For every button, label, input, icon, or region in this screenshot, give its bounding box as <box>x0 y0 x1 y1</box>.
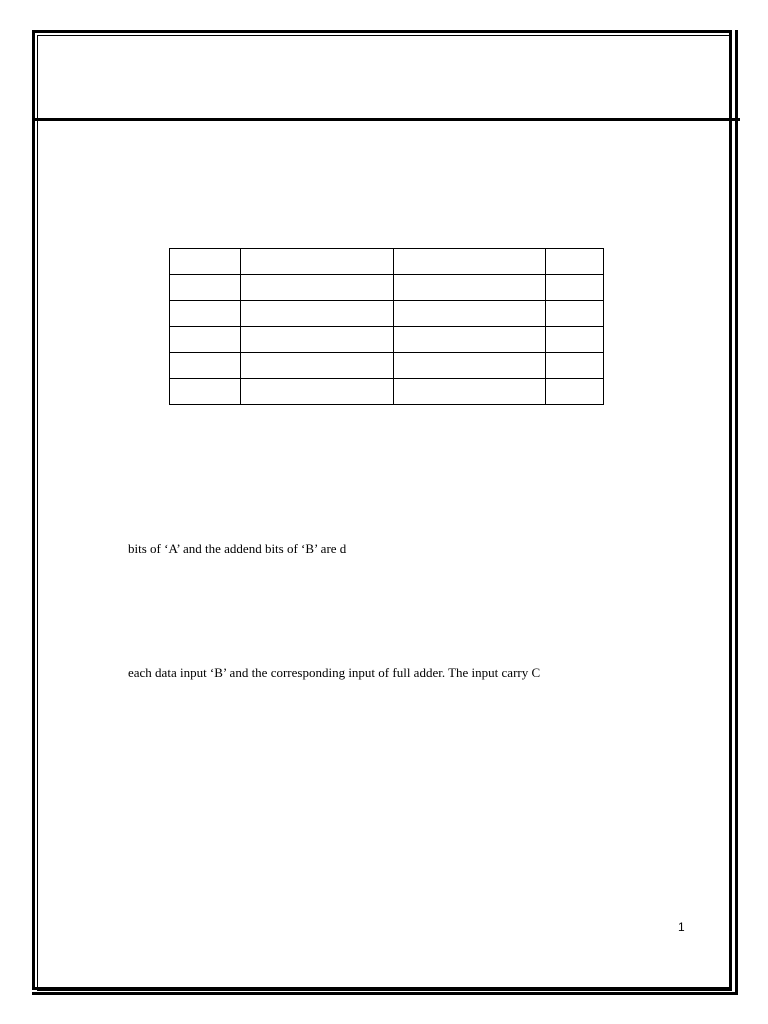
table-cell <box>241 249 394 275</box>
page-border-bottom <box>32 992 738 995</box>
table-row <box>170 353 604 379</box>
table-row <box>170 275 604 301</box>
table-cell <box>241 301 394 327</box>
table-cell <box>394 249 546 275</box>
table-cell <box>170 275 241 301</box>
table-cell <box>394 301 546 327</box>
table-cell <box>170 301 241 327</box>
table-cell <box>546 379 604 405</box>
page-border-inner <box>37 35 732 991</box>
table-cell <box>546 353 604 379</box>
table-cell <box>241 275 394 301</box>
table-cell <box>394 353 546 379</box>
table-row <box>170 379 604 405</box>
page-number: 1 <box>678 920 685 934</box>
table-row <box>170 249 604 275</box>
page-border-right <box>735 30 738 995</box>
table-cell <box>241 353 394 379</box>
table-row <box>170 327 604 353</box>
table-cell <box>546 249 604 275</box>
table-cell <box>394 275 546 301</box>
body-text-line-1: bits of ‘A’ and the addend bits of ‘B’ are d <box>128 541 347 556</box>
table-cell <box>170 249 241 275</box>
table-cell <box>394 327 546 353</box>
header-divider <box>32 118 740 121</box>
table-cell <box>241 327 394 353</box>
table-cell <box>170 379 241 405</box>
table-cell <box>170 327 241 353</box>
table-row <box>170 301 604 327</box>
table-cell <box>170 353 241 379</box>
empty-table <box>169 248 604 405</box>
body-text-line-2: each data input ‘B’ and the corresponding input of full adder. The input carry C <box>128 665 541 680</box>
table-cell <box>546 275 604 301</box>
table-cell <box>546 327 604 353</box>
table-cell <box>394 379 546 405</box>
table-cell <box>546 301 604 327</box>
table-cell <box>241 379 394 405</box>
